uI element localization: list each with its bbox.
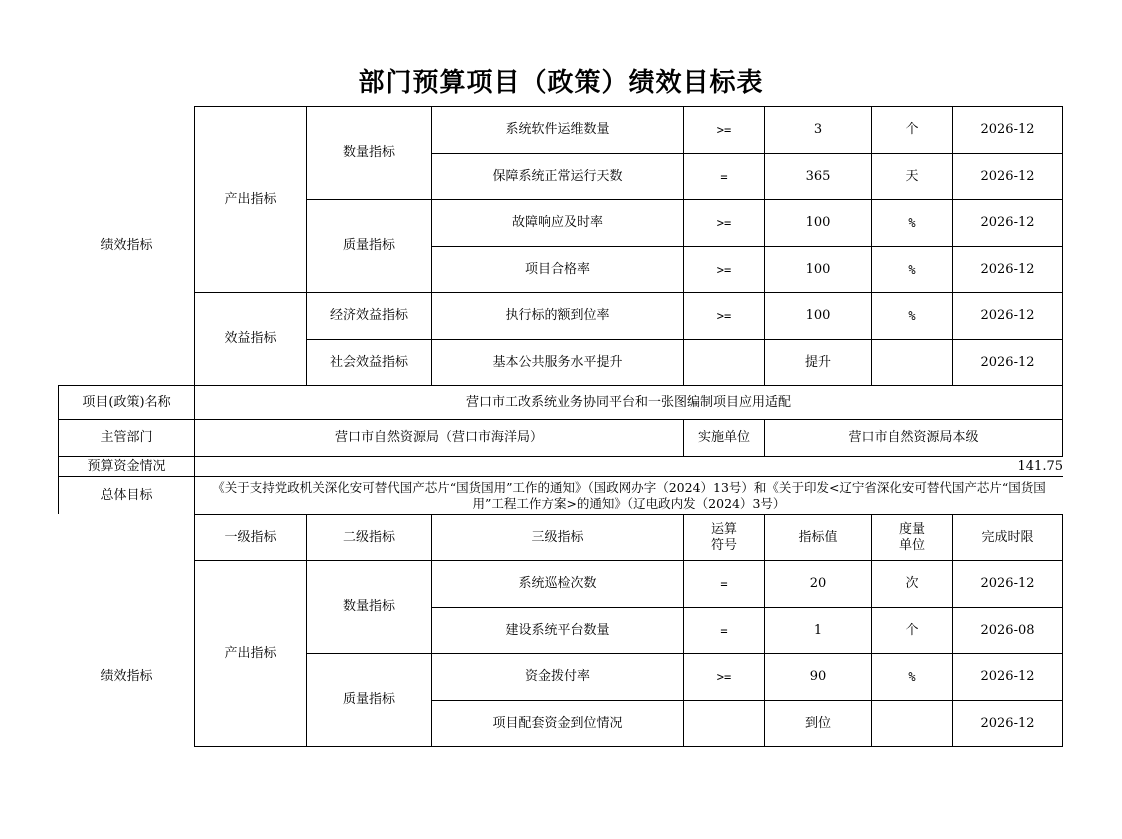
quantity-indicator-label: 数量指标 [306, 106, 432, 200]
quality-indicator-label: 质量指标 [306, 199, 432, 293]
operator [683, 700, 765, 747]
unit: 天 [871, 153, 953, 200]
overall-goal-value: 《关于支持党政机关深化安可替代国产芯片“国货国用”工作的通知》（国政网办字（2024）13号）和《关于印发<辽宁省深化安可替代国产芯片“国货国用”工程工作方案>的通知》（辽电政内发（2024）3号） [194, 476, 1063, 515]
unit [871, 700, 953, 747]
indicator-name: 项目配套资金到位情况 [431, 700, 684, 747]
indicator-value: 提升 [764, 339, 872, 386]
unit: % [871, 292, 953, 340]
deadline: 2026-12 [952, 106, 1063, 154]
indicator-value: 100 [764, 246, 872, 293]
overall-goal-label: 总体目标 [58, 476, 195, 515]
header-value: 指标值 [764, 514, 872, 561]
header-level1: 一级指标 [194, 514, 307, 561]
deadline: 2026-12 [952, 153, 1063, 200]
indicator-value: 100 [764, 292, 872, 340]
deadline: 2026-12 [952, 560, 1063, 608]
unit: 个 [871, 106, 953, 154]
indicator-name: 系统软件运维数量 [431, 106, 684, 154]
perf-indicator-label: 绩效指标 [58, 106, 195, 385]
dept-label: 主管部门 [58, 419, 195, 457]
header-operator: 运算 符号 [683, 514, 765, 561]
impl-unit-label: 实施单位 [683, 419, 765, 457]
indicator-name: 项目合格率 [431, 246, 684, 293]
indicator-value: 到位 [764, 700, 872, 747]
indicator-value: 100 [764, 199, 872, 247]
deadline: 2026-12 [952, 653, 1063, 701]
header-level2: 二级指标 [306, 514, 432, 561]
header-deadline: 完成时限 [952, 514, 1063, 561]
indicator-name: 建设系统平台数量 [431, 607, 684, 654]
indicator-name: 执行标的额到位率 [431, 292, 684, 340]
indicator-value: 365 [764, 153, 872, 200]
indicator-name: 资金拨付率 [431, 653, 684, 701]
operator: >= [683, 246, 765, 293]
unit: % [871, 199, 953, 247]
operator: >= [683, 199, 765, 247]
operator [683, 339, 765, 386]
deadline: 2026-12 [952, 292, 1063, 340]
quality-indicator-label-lower: 质量指标 [306, 653, 432, 747]
operator: = [683, 153, 765, 200]
unit: % [871, 246, 953, 293]
economic-indicator-label: 经济效益指标 [306, 292, 432, 340]
deadline: 2026-12 [952, 246, 1063, 293]
quantity-indicator-label-lower: 数量指标 [306, 560, 432, 654]
unit [871, 339, 953, 386]
operator: = [683, 560, 765, 608]
budget-value: 141.75 [194, 456, 1063, 477]
header-unit: 度量 单位 [871, 514, 953, 561]
indicator-name: 故障响应及时率 [431, 199, 684, 247]
deadline: 2026-12 [952, 339, 1063, 386]
deadline: 2026-12 [952, 199, 1063, 247]
page-title: 部门预算项目（政策）绩效目标表 [358, 68, 764, 98]
deadline: 2026-08 [952, 607, 1063, 654]
benefit-indicator-label: 效益指标 [194, 292, 307, 386]
project-name-label: 项目(政策)名称 [58, 385, 195, 420]
operator: >= [683, 292, 765, 340]
indicator-name: 系统巡检次数 [431, 560, 684, 608]
unit: 个 [871, 607, 953, 654]
social-indicator-label: 社会效益指标 [306, 339, 432, 386]
unit: 次 [871, 560, 953, 608]
deadline: 2026-12 [952, 700, 1063, 747]
operator: = [683, 607, 765, 654]
operator: >= [683, 106, 765, 154]
header-level3: 三级指标 [431, 514, 684, 561]
indicator-name: 保障系统正常运行天数 [431, 153, 684, 200]
perf-indicator-label-lower: 绩效指标 [58, 514, 195, 839]
indicator-value: 1 [764, 607, 872, 654]
impl-unit-value: 营口市自然资源局本级 [764, 419, 1063, 457]
indicator-value: 3 [764, 106, 872, 154]
dept-value: 营口市自然资源局（营口市海洋局） [194, 419, 684, 457]
indicator-value: 90 [764, 653, 872, 701]
project-name-value: 营口市工改系统业务协同平台和一张图编制项目应用适配 [194, 385, 1063, 420]
operator: >= [683, 653, 765, 701]
output-indicator-label-lower: 产出指标 [194, 560, 307, 747]
output-indicator-label: 产出指标 [194, 106, 307, 293]
unit: % [871, 653, 953, 701]
indicator-value: 20 [764, 560, 872, 608]
budget-label: 预算资金情况 [58, 456, 195, 477]
indicator-name: 基本公共服务水平提升 [431, 339, 684, 386]
